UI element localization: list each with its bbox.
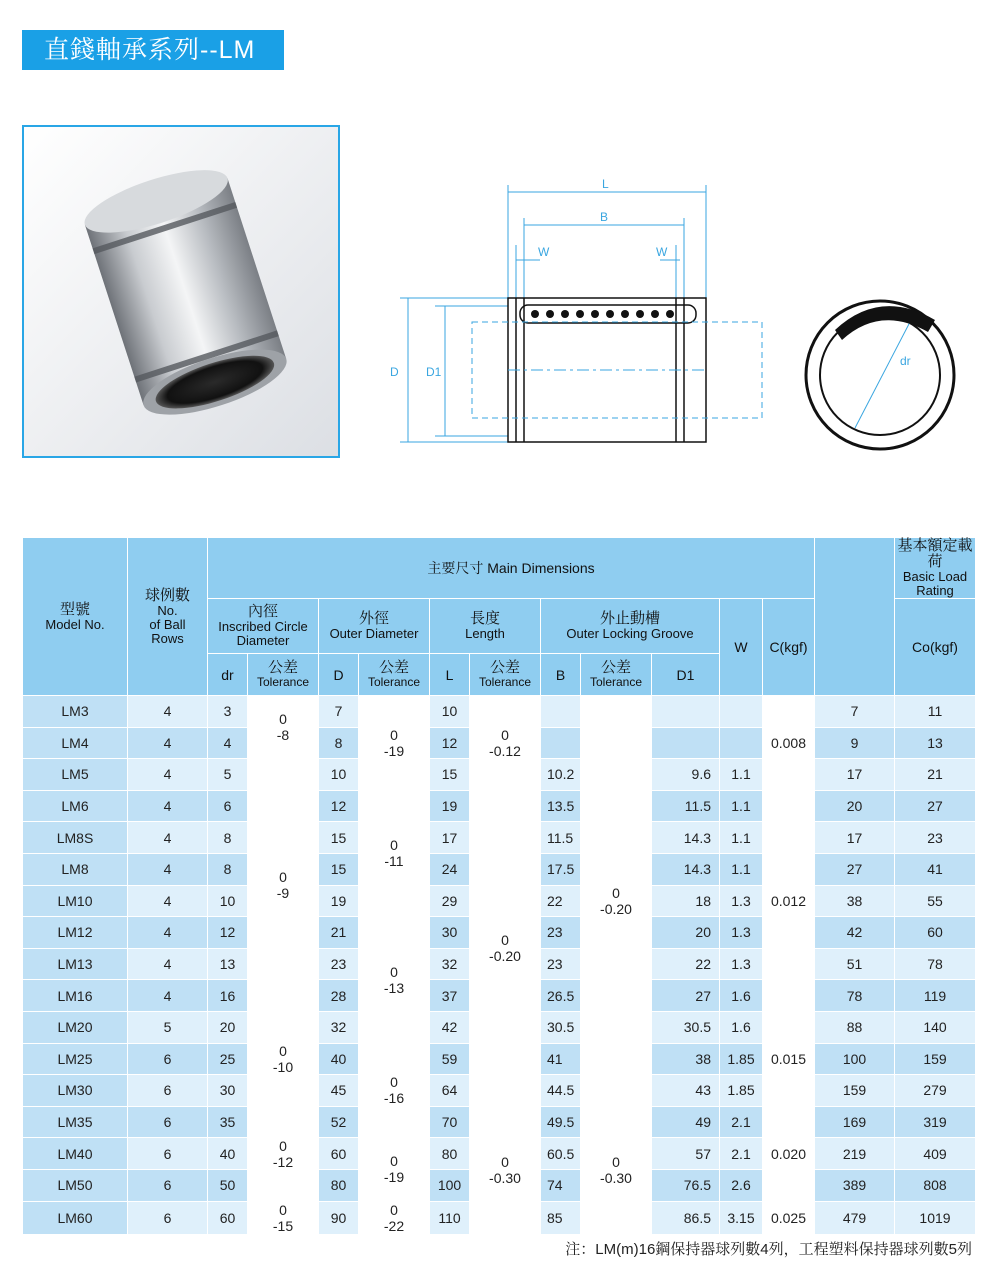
cell-W: 3.15 <box>720 1201 763 1234</box>
col-length: 長度 Length <box>430 599 541 654</box>
label-dr: dr <box>900 354 911 368</box>
cell-eccentricity: 0.008 <box>763 696 815 791</box>
cell-co: 60 <box>895 917 976 949</box>
cell-L: 30 <box>430 917 470 949</box>
cell-D: 15 <box>319 822 359 854</box>
cell-L-tolerance: 0 -0.30 <box>470 1106 541 1234</box>
cell-D1: 9.6 <box>652 759 720 791</box>
cell-c: 7 <box>815 696 895 728</box>
cell-model: LM8 <box>23 853 128 885</box>
cell-D1: 20 <box>652 917 720 949</box>
cell-L: 29 <box>430 885 470 917</box>
cell-balls: 4 <box>128 790 208 822</box>
cell-D1: 38 <box>652 1043 720 1075</box>
cell-c: 27 <box>815 853 895 885</box>
cell-D1: 18 <box>652 885 720 917</box>
cell-dr-tolerance: 0 -9 <box>248 759 319 1012</box>
cell-W: 1.6 <box>720 1011 763 1043</box>
cell-B: 74 <box>541 1169 581 1201</box>
cell-balls: 4 <box>128 727 208 759</box>
linear-bearing-photo <box>24 127 338 456</box>
col-B: B <box>541 654 581 696</box>
cell-L: 70 <box>430 1106 470 1138</box>
cell-dr: 3 <box>208 696 248 728</box>
cell-co: 159 <box>895 1043 976 1075</box>
cell-W: 2.6 <box>720 1169 763 1201</box>
cell-D: 8 <box>319 727 359 759</box>
cell-co: 119 <box>895 980 976 1012</box>
col-D-tol: 公差 Tolerance <box>359 654 430 696</box>
cell-D: 90 <box>319 1201 359 1234</box>
cell-c: 51 <box>815 948 895 980</box>
cell-c: 17 <box>815 759 895 791</box>
cell-D: 12 <box>319 790 359 822</box>
cell-model: LM13 <box>23 948 128 980</box>
cell-co: 279 <box>895 1075 976 1107</box>
cell-dr: 5 <box>208 759 248 791</box>
cell-dr: 6 <box>208 790 248 822</box>
cell-c: 389 <box>815 1169 895 1201</box>
cell-D1: 76.5 <box>652 1169 720 1201</box>
cell-c: 100 <box>815 1043 895 1075</box>
cell-balls: 4 <box>128 822 208 854</box>
cell-balls: 4 <box>128 980 208 1012</box>
cell-B: 13.5 <box>541 790 581 822</box>
cell-D1: 11.5 <box>652 790 720 822</box>
col-inner: 內徑 Inscribed Circle Diameter <box>208 599 319 654</box>
cell-c: 219 <box>815 1138 895 1170</box>
cell-model: LM25 <box>23 1043 128 1075</box>
col-B-tol: 公差 Tolerance <box>581 654 652 696</box>
cell-balls: 5 <box>128 1011 208 1043</box>
cell-balls: 6 <box>128 1138 208 1170</box>
cell-W: 1.1 <box>720 759 763 791</box>
cell-D1: 57 <box>652 1138 720 1170</box>
cell-B <box>541 696 581 728</box>
cell-B-tolerance: 0 -0.30 <box>581 1106 652 1234</box>
cell-W: 1.1 <box>720 790 763 822</box>
cell-L: 100 <box>430 1169 470 1201</box>
col-outer: 外徑 Outer Diameter <box>319 599 430 654</box>
cell-balls: 6 <box>128 1169 208 1201</box>
cell-co: 1019 <box>895 1201 976 1234</box>
cell-balls: 4 <box>128 917 208 949</box>
cell-c: 78 <box>815 980 895 1012</box>
cell-dr: 12 <box>208 917 248 949</box>
cell-dr: 20 <box>208 1011 248 1043</box>
cell-D: 80 <box>319 1169 359 1201</box>
cell-D1: 49 <box>652 1106 720 1138</box>
col-main-dimensions: 主要尺寸 Main Dimensions <box>208 538 815 599</box>
cell-L: 110 <box>430 1201 470 1234</box>
cell-D1: 27 <box>652 980 720 1012</box>
col-balls: 球例數 No. of Ball Rows <box>128 538 208 696</box>
cell-dr: 8 <box>208 853 248 885</box>
col-dr: dr <box>208 654 248 696</box>
cell-D-tolerance: 0 -19 <box>359 696 430 791</box>
cell-D: 19 <box>319 885 359 917</box>
cell-D1: 43 <box>652 1075 720 1107</box>
cell-L: 80 <box>430 1138 470 1170</box>
cell-W: 1.3 <box>720 885 763 917</box>
cell-c: 479 <box>815 1201 895 1234</box>
cell-L: 64 <box>430 1075 470 1107</box>
cell-D1: 86.5 <box>652 1201 720 1234</box>
cell-L: 12 <box>430 727 470 759</box>
product-photo <box>22 125 340 458</box>
cell-D: 10 <box>319 759 359 791</box>
cell-balls: 4 <box>128 853 208 885</box>
cell-dr-tolerance: 0 -8 <box>248 696 319 759</box>
cell-balls: 6 <box>128 1075 208 1107</box>
col-load: 基本額定載荷 Basic Load Rating <box>895 538 976 599</box>
cell-L: 42 <box>430 1011 470 1043</box>
col-L: L <box>430 654 470 696</box>
technical-drawing <box>380 170 980 470</box>
cell-D: 28 <box>319 980 359 1012</box>
cell-dr: 10 <box>208 885 248 917</box>
cell-L: 17 <box>430 822 470 854</box>
cell-D: 60 <box>319 1138 359 1170</box>
cell-model: LM40 <box>23 1138 128 1170</box>
col-dr-tol: 公差 Tolerance <box>248 654 319 696</box>
cell-D-tolerance: 0 -13 <box>359 917 430 1043</box>
cell-model: LM6 <box>23 790 128 822</box>
cell-dr: 35 <box>208 1106 248 1138</box>
cell-W: 1.3 <box>720 948 763 980</box>
cell-c: 9 <box>815 727 895 759</box>
cell-co: 409 <box>895 1138 976 1170</box>
cell-L: 10 <box>430 696 470 728</box>
cell-W: 2.1 <box>720 1106 763 1138</box>
cell-B: 23 <box>541 948 581 980</box>
cell-B: 11.5 <box>541 822 581 854</box>
col-model: 型號 Model No. <box>23 538 128 696</box>
cell-B: 49.5 <box>541 1106 581 1138</box>
col-D1: D1 <box>652 654 720 696</box>
cell-B: 10.2 <box>541 759 581 791</box>
cell-co: 78 <box>895 948 976 980</box>
cell-co: 319 <box>895 1106 976 1138</box>
cell-dr: 30 <box>208 1075 248 1107</box>
cell-eccentricity: 0.020 <box>763 1106 815 1201</box>
cell-B: 17.5 <box>541 853 581 885</box>
cell-D: 21 <box>319 917 359 949</box>
cell-dr: 60 <box>208 1201 248 1234</box>
cell-dr: 16 <box>208 980 248 1012</box>
table-row <box>23 696 976 728</box>
label-W-right: W <box>656 245 668 259</box>
label-D: D <box>390 365 399 379</box>
cell-co: 13 <box>895 727 976 759</box>
cell-balls: 4 <box>128 948 208 980</box>
cell-W: 2.1 <box>720 1138 763 1170</box>
col-L-tol: 公差 Tolerance <box>470 654 541 696</box>
cell-D: 40 <box>319 1043 359 1075</box>
cell-c: 88 <box>815 1011 895 1043</box>
cell-W: 1.3 <box>720 917 763 949</box>
cell-W: 1.6 <box>720 980 763 1012</box>
cell-eccentricity: 0.025 <box>763 1201 815 1234</box>
label-D1: D1 <box>426 365 442 379</box>
cell-B: 60.5 <box>541 1138 581 1170</box>
cell-B: 85 <box>541 1201 581 1234</box>
cell-D: 45 <box>319 1075 359 1107</box>
cell-c: 42 <box>815 917 895 949</box>
cell-model: LM5 <box>23 759 128 791</box>
cell-L: 59 <box>430 1043 470 1075</box>
col-D: D <box>319 654 359 696</box>
cell-D: 7 <box>319 696 359 728</box>
cell-balls: 4 <box>128 759 208 791</box>
cell-L: 19 <box>430 790 470 822</box>
cell-co: 27 <box>895 790 976 822</box>
cell-D-tolerance: 0 -22 <box>359 1201 430 1234</box>
cell-D1: 14.3 <box>652 822 720 854</box>
cell-D1 <box>652 696 720 728</box>
cell-W <box>720 727 763 759</box>
cell-dr-tolerance: 0 -12 <box>248 1106 319 1201</box>
spec-table-body <box>23 696 976 1235</box>
cell-D1: 30.5 <box>652 1011 720 1043</box>
cell-D-tolerance: 0 -11 <box>359 790 430 916</box>
cell-B <box>541 727 581 759</box>
col-c: C(kgf) <box>763 599 815 696</box>
cell-model: LM3 <box>23 696 128 728</box>
cell-c: 38 <box>815 885 895 917</box>
cell-D-tolerance: 0 -19 <box>359 1138 430 1201</box>
cell-c: 17 <box>815 822 895 854</box>
cell-B-tolerance: 0 -0.20 <box>581 696 652 1107</box>
cell-c: 159 <box>815 1075 895 1107</box>
cell-c: 169 <box>815 1106 895 1138</box>
cell-co: 55 <box>895 885 976 917</box>
cell-L-tolerance: 0 -0.20 <box>470 790 541 1106</box>
cell-W: 1.85 <box>720 1043 763 1075</box>
cell-balls: 4 <box>128 885 208 917</box>
cell-model: LM50 <box>23 1169 128 1201</box>
label-B: B <box>600 210 609 224</box>
cell-D1: 14.3 <box>652 853 720 885</box>
cell-W: 1.1 <box>720 853 763 885</box>
cell-B: 44.5 <box>541 1075 581 1107</box>
page-title: 直錢軸承系列--LM <box>22 30 284 70</box>
col-groove: 外止動槽 Outer Locking Groove <box>541 599 720 654</box>
col-w: W <box>720 599 763 696</box>
footnote: 注：LM(m)16鋼保持器球列數4列，工程塑料保持器球列數5列 <box>565 1241 972 1258</box>
col-co: Co(kgf) <box>895 599 976 696</box>
label-W-left: W <box>538 245 550 259</box>
cell-W <box>720 696 763 728</box>
cell-W: 1.85 <box>720 1075 763 1107</box>
cell-balls: 6 <box>128 1201 208 1234</box>
label-L: L <box>602 177 609 191</box>
cell-dr: 4 <box>208 727 248 759</box>
cell-D1 <box>652 727 720 759</box>
cell-L: 15 <box>430 759 470 791</box>
cell-c: 20 <box>815 790 895 822</box>
cell-D: 32 <box>319 1011 359 1043</box>
cell-L-tolerance: 0 -0.12 <box>470 696 541 791</box>
col-eccentricity <box>815 538 895 696</box>
cell-eccentricity: 0.012 <box>763 790 815 1011</box>
cell-D1: 22 <box>652 948 720 980</box>
cell-dr-tolerance: 0 -15 <box>248 1201 319 1234</box>
cell-co: 23 <box>895 822 976 854</box>
cell-model: LM16 <box>23 980 128 1012</box>
cell-co: 140 <box>895 1011 976 1043</box>
cell-L: 37 <box>430 980 470 1012</box>
table-row <box>23 790 976 822</box>
cell-model: LM12 <box>23 917 128 949</box>
cell-B: 23 <box>541 917 581 949</box>
cell-B: 26.5 <box>541 980 581 1012</box>
cell-co: 11 <box>895 696 976 728</box>
table-row <box>23 1106 976 1138</box>
spec-table <box>22 537 976 1235</box>
cell-model: LM4 <box>23 727 128 759</box>
cell-L: 24 <box>430 853 470 885</box>
cell-co: 21 <box>895 759 976 791</box>
cell-B: 30.5 <box>541 1011 581 1043</box>
cell-dr: 50 <box>208 1169 248 1201</box>
cell-W: 1.1 <box>720 822 763 854</box>
cell-D: 52 <box>319 1106 359 1138</box>
cell-dr: 13 <box>208 948 248 980</box>
cell-B: 41 <box>541 1043 581 1075</box>
cell-balls: 4 <box>128 696 208 728</box>
cell-dr: 8 <box>208 822 248 854</box>
cell-model: LM35 <box>23 1106 128 1138</box>
cell-L: 32 <box>430 948 470 980</box>
cell-D: 23 <box>319 948 359 980</box>
cell-dr: 40 <box>208 1138 248 1170</box>
cell-eccentricity: 0.015 <box>763 1011 815 1106</box>
cell-D-tolerance: 0 -16 <box>359 1043 430 1138</box>
cell-balls: 6 <box>128 1106 208 1138</box>
cell-model: LM30 <box>23 1075 128 1107</box>
cell-co: 808 <box>895 1169 976 1201</box>
cell-dr: 25 <box>208 1043 248 1075</box>
cell-model: LM8S <box>23 822 128 854</box>
cell-balls: 6 <box>128 1043 208 1075</box>
cell-co: 41 <box>895 853 976 885</box>
cell-B: 22 <box>541 885 581 917</box>
cell-model: LM20 <box>23 1011 128 1043</box>
cell-model: LM60 <box>23 1201 128 1234</box>
cell-model: LM10 <box>23 885 128 917</box>
cell-D: 15 <box>319 853 359 885</box>
cell-dr-tolerance: 0 -10 <box>248 1011 319 1106</box>
